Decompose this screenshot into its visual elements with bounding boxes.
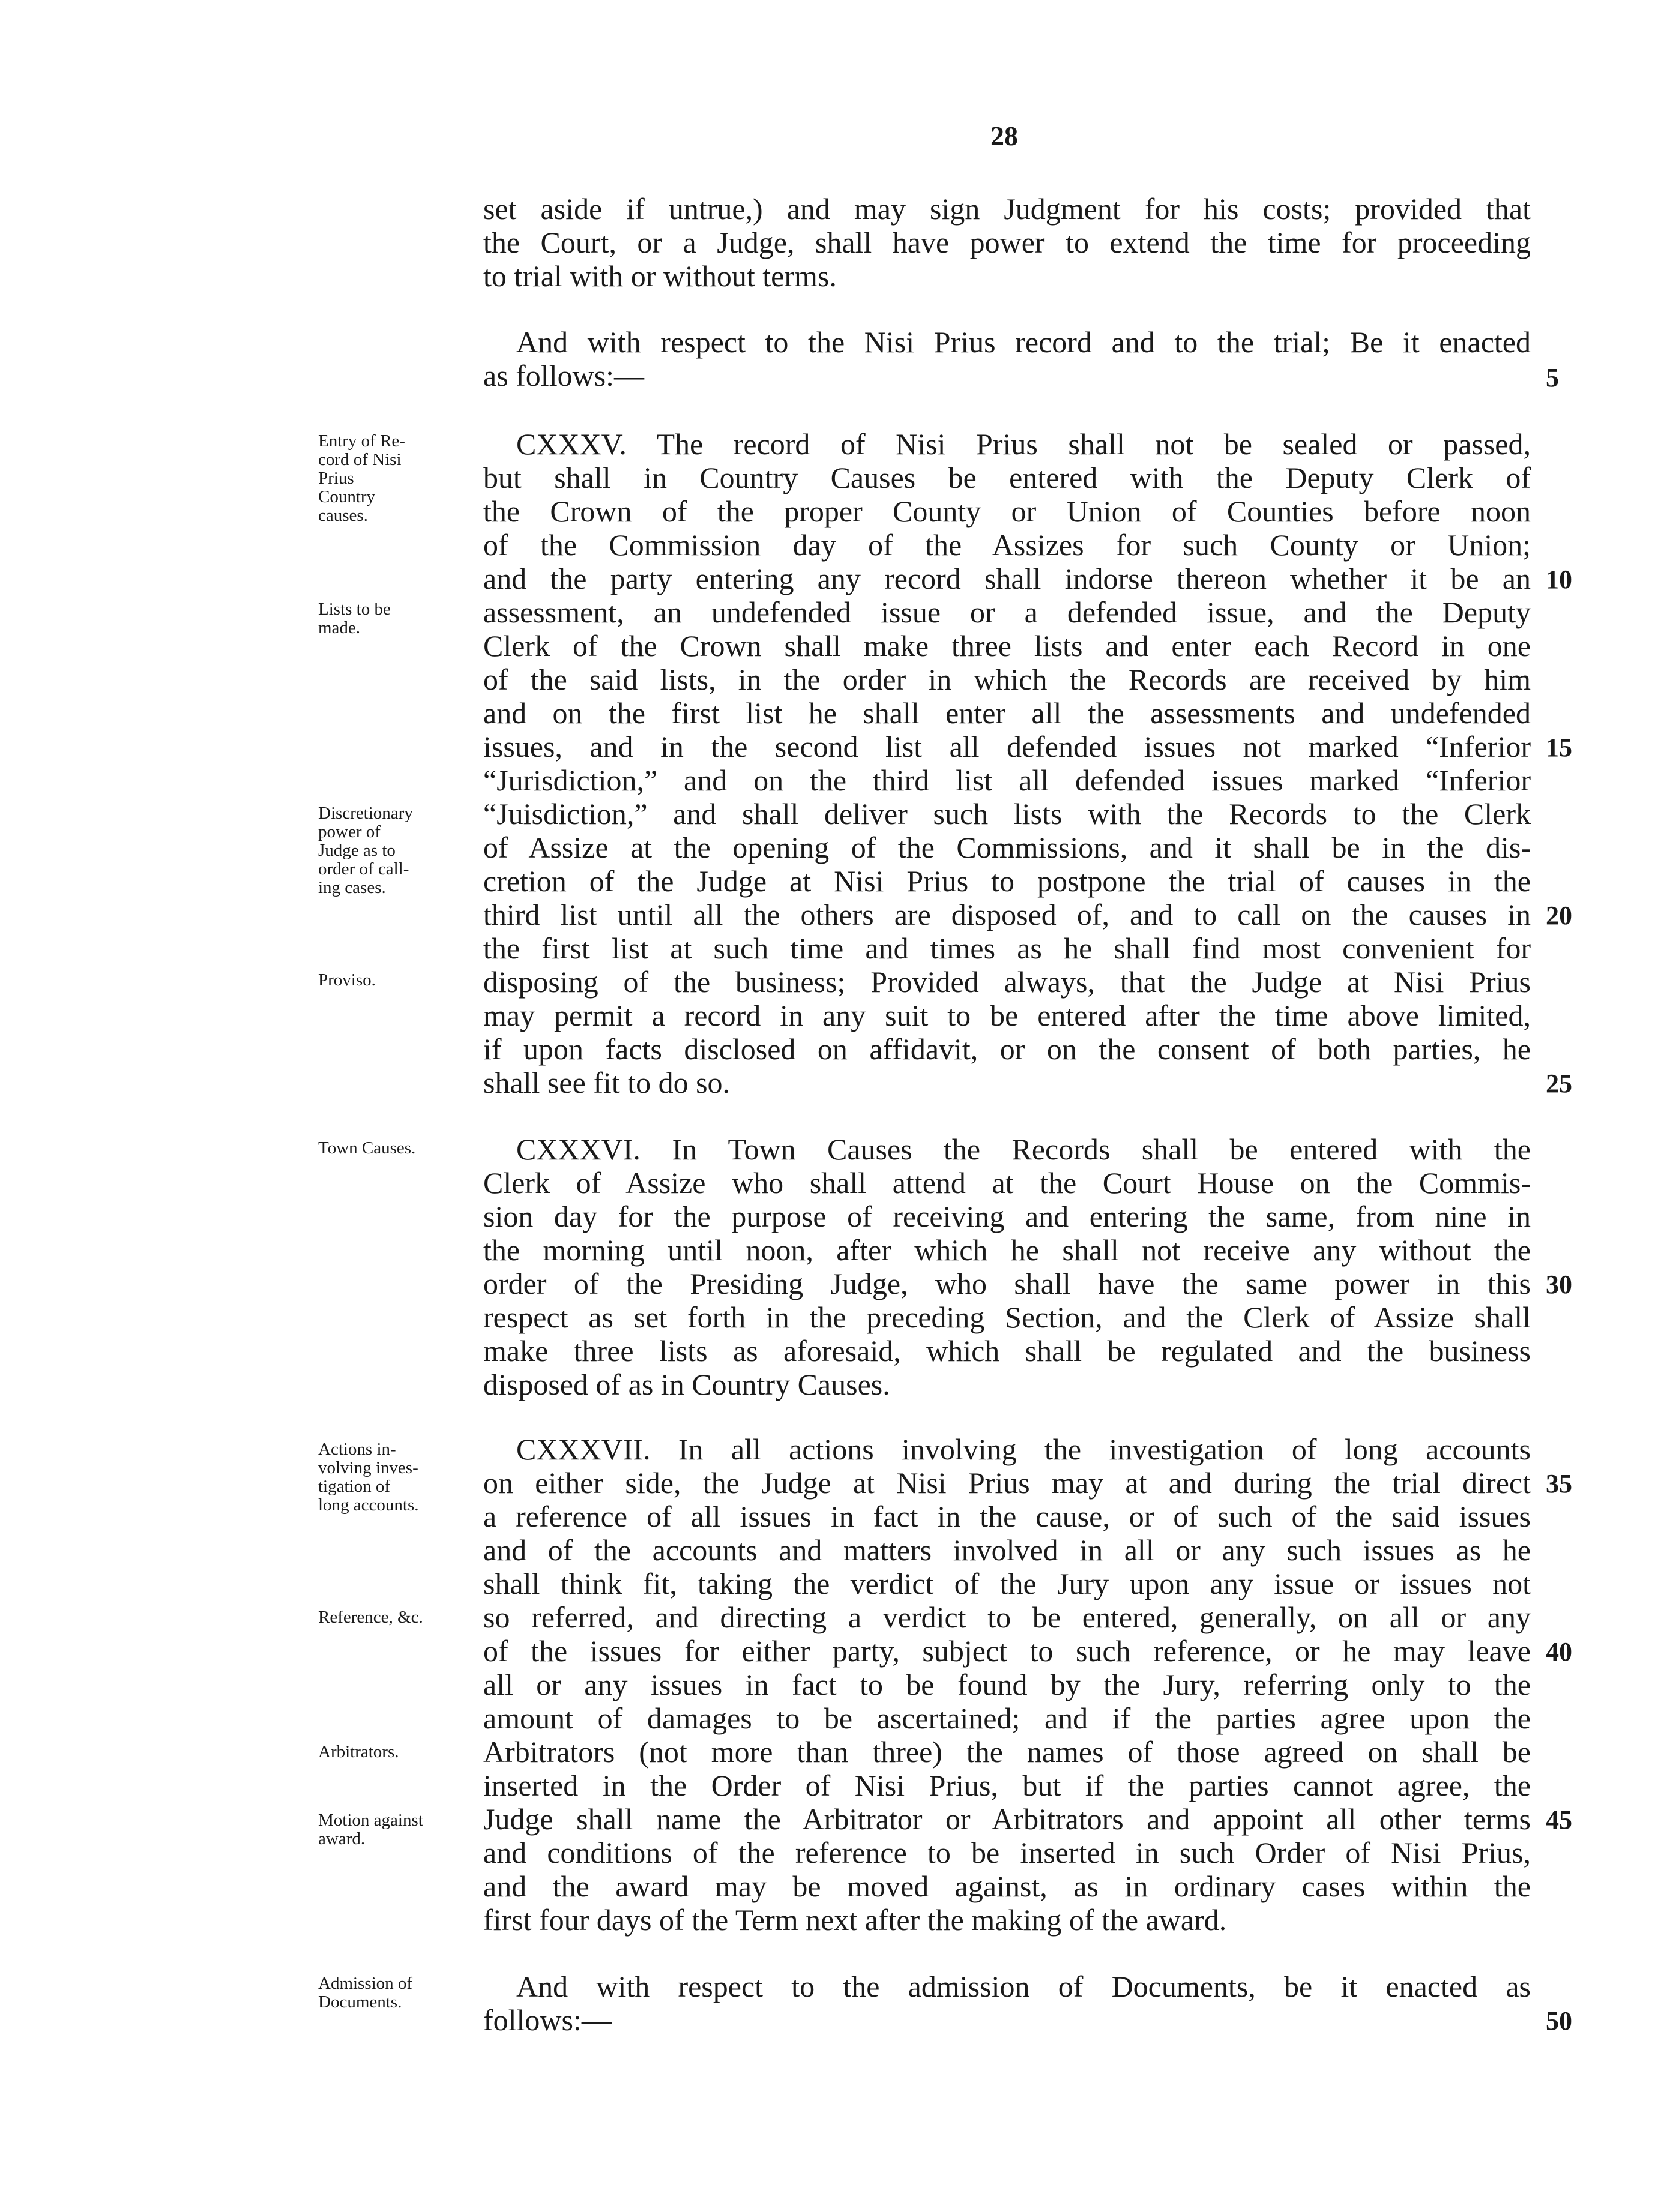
- body-line: the first list at such time and times as he shall find most convenient for: [483, 931, 1531, 965]
- page-number: 28: [990, 121, 1018, 151]
- body-line: set aside if untrue,) and may sign Judgment for his costs; provided that: [483, 192, 1531, 226]
- body-line: the morning until noon, after which he shall not receive any without the: [483, 1233, 1531, 1267]
- margin-note-line: ing cases.: [318, 878, 386, 897]
- line-number: 15: [1546, 733, 1572, 762]
- body-line: to trial with or without terms.: [483, 259, 837, 293]
- body-line: and the party entering any record shall indorse thereon whether it be an: [483, 562, 1531, 595]
- body-line: of the Commission day of the Assizes for such County or Union;: [483, 528, 1531, 562]
- margin-note-line: Admission of: [318, 1974, 413, 1993]
- margin-note-line: Town Causes.: [318, 1138, 416, 1158]
- body-line: third list until all the others are disposed of, and to call on the causes in: [483, 898, 1531, 931]
- body-line: as follows:—: [483, 359, 645, 392]
- body-line: of the said lists, in the order in which the Records are received by him: [483, 663, 1531, 696]
- body-line: of Assize at the opening of the Commissions, and it shall be in the dis-: [483, 831, 1531, 864]
- body-line: a reference of all issues in fact in the cause, or of such of the said issues: [483, 1500, 1531, 1533]
- body-line: make three lists as aforesaid, which shall be regulated and the business: [483, 1334, 1531, 1368]
- body-line: inserted in the Order of Nisi Prius, but if the parties cannot agree, the: [483, 1769, 1531, 1802]
- body-line: and of the accounts and matters involved in all or any such issues as he: [483, 1533, 1531, 1567]
- margin-note: [318, 1608, 483, 1627]
- body-line: shall see fit to do so.: [483, 1066, 731, 1099]
- margin-note-line: award.: [318, 1829, 366, 1848]
- line-number: 45: [1546, 1805, 1572, 1835]
- margin-note-line: Reference, &c.: [318, 1608, 423, 1627]
- body-line: may permit a record in any suit to be entered after the time above limited,: [483, 999, 1531, 1032]
- body-line: sion day for the purpose of receiving and entering the same, from nine in: [483, 1200, 1531, 1233]
- body-line: CXXXV. The record of Nisi Prius shall not be sealed or passed,: [516, 427, 1531, 461]
- body-line: the Crown of the proper County or Union of Counties before noon: [483, 494, 1531, 528]
- margin-note-line: Entry of Re-: [318, 431, 405, 451]
- body-line: of the issues for either party, subject to such reference, or he may leave: [483, 1634, 1531, 1668]
- body-line: respect as set forth in the preceding Section, and the Clerk of Assize shall: [483, 1300, 1531, 1334]
- margin-note-line: Discretionary: [318, 804, 413, 823]
- margin-note-line: Actions in-: [318, 1440, 396, 1459]
- margin-note: [318, 1974, 483, 2012]
- line-number: 10: [1546, 565, 1572, 594]
- body-line: disposing of the business; Provided always, that the Judge at Nisi Prius: [483, 965, 1531, 999]
- margin-note: [318, 971, 483, 990]
- margin-note-line: Country: [318, 487, 376, 506]
- margin-note-line: Lists to be: [318, 600, 391, 619]
- margin-note-line: tigation of: [318, 1477, 391, 1496]
- margin-note-line: cord of Nisi: [318, 450, 402, 469]
- margin-note-line: Documents.: [318, 1992, 402, 2012]
- body-line: Clerk of the Crown shall make three lists and enter each Record in one: [483, 629, 1531, 663]
- margin-note-line: Judge as to: [318, 841, 396, 860]
- body-line: so referred, and directing a verdict to be entered, generally, on all or any: [483, 1600, 1531, 1634]
- margin-note-line: power of: [318, 822, 381, 841]
- margin-note-line: Arbitrators.: [318, 1742, 399, 1761]
- line-number: 40: [1546, 1637, 1572, 1667]
- margin-note-line: order of call-: [318, 859, 409, 879]
- body-line: shall think fit, taking the verdict of the Jury upon any issue or issues not: [483, 1567, 1531, 1600]
- body-line: disposed of as in Country Causes.: [483, 1368, 890, 1401]
- margin-note: [318, 600, 483, 637]
- body-line: on either side, the Judge at Nisi Prius may at and during the trial direct: [483, 1466, 1531, 1500]
- margin-note-line: made.: [318, 618, 361, 637]
- line-number: 30: [1546, 1270, 1572, 1299]
- line-number: 35: [1546, 1469, 1572, 1498]
- body-line: all or any issues in fact to be found by the Jury, referring only to the: [483, 1668, 1531, 1701]
- line-number: 20: [1546, 901, 1572, 930]
- margin-note: [318, 1743, 483, 1761]
- body-line: but shall in Country Causes be entered with the Deputy Clerk of: [483, 461, 1531, 494]
- body-line: Judge shall name the Arbitrator or Arbitrators and appoint all other terms: [483, 1802, 1531, 1836]
- body-line: and conditions of the reference to be inserted in such Order of Nisi Prius,: [483, 1836, 1531, 1869]
- body-line: the Court, or a Judge, shall have power to extend the time for proceeding: [483, 226, 1531, 259]
- margin-note: [318, 432, 483, 525]
- margin-note: [318, 1440, 483, 1515]
- body-line: if upon facts disclosed on affidavit, or on the consent of both parties, he: [483, 1032, 1531, 1066]
- margin-note: [318, 1811, 483, 1848]
- body-line: amount of damages to be ascertained; and if the parties agree upon the: [483, 1701, 1531, 1735]
- margin-note-line: volving inves-: [318, 1458, 418, 1477]
- body-line: Clerk of Assize who shall attend at the Court House on the Commis-: [483, 1166, 1531, 1200]
- body-line: follows:—: [483, 2003, 612, 2037]
- body-line: “Juisdiction,” and shall deliver such lists with the Records to the Clerk: [483, 797, 1531, 831]
- line-number: 50: [1546, 2006, 1572, 2036]
- margin-note: [318, 804, 483, 897]
- body-line: “Jurisdiction,” and on the third list all defended issues marked “Inferior: [483, 763, 1531, 797]
- line-number: 5: [1546, 363, 1559, 392]
- body-line: first four days of the Term next after the making of the award.: [483, 1903, 1227, 1937]
- body-line: Arbitrators (not more than three) the names of those agreed on shall be: [483, 1735, 1531, 1769]
- margin-note-line: Motion against: [318, 1811, 423, 1830]
- body-line: CXXXVI. In Town Causes the Records shall be entered with the: [516, 1132, 1531, 1166]
- margin-note-line: Proviso.: [318, 970, 376, 990]
- margin-note-line: causes.: [318, 506, 368, 525]
- margin-note-line: Prius: [318, 469, 354, 488]
- body-line: And with respect to the Nisi Prius record and to the trial; Be it enacted: [516, 325, 1531, 359]
- line-number: 25: [1546, 1069, 1572, 1098]
- margin-note-line: long accounts.: [318, 1495, 419, 1515]
- body-line: and on the first list he shall enter all the assessments and undefended: [483, 696, 1531, 730]
- body-line: order of the Presiding Judge, who shall have the same power in this: [483, 1267, 1531, 1300]
- margin-note: [318, 1139, 483, 1158]
- body-line: assessment, an undefended issue or a defended issue, and the Deputy: [483, 595, 1531, 629]
- body-line: cretion of the Judge at Nisi Prius to postpone the trial of causes in the: [483, 864, 1531, 898]
- body-line: issues, and in the second list all defended issues not marked “Inferior: [483, 730, 1531, 763]
- body-line: And with respect to the admission of Documents, be it enacted as: [516, 1970, 1531, 2003]
- body-line: CXXXVII. In all actions involving the investigation of long accounts: [516, 1432, 1531, 1466]
- body-line: and the award may be moved against, as in ordinary cases within the: [483, 1869, 1531, 1903]
